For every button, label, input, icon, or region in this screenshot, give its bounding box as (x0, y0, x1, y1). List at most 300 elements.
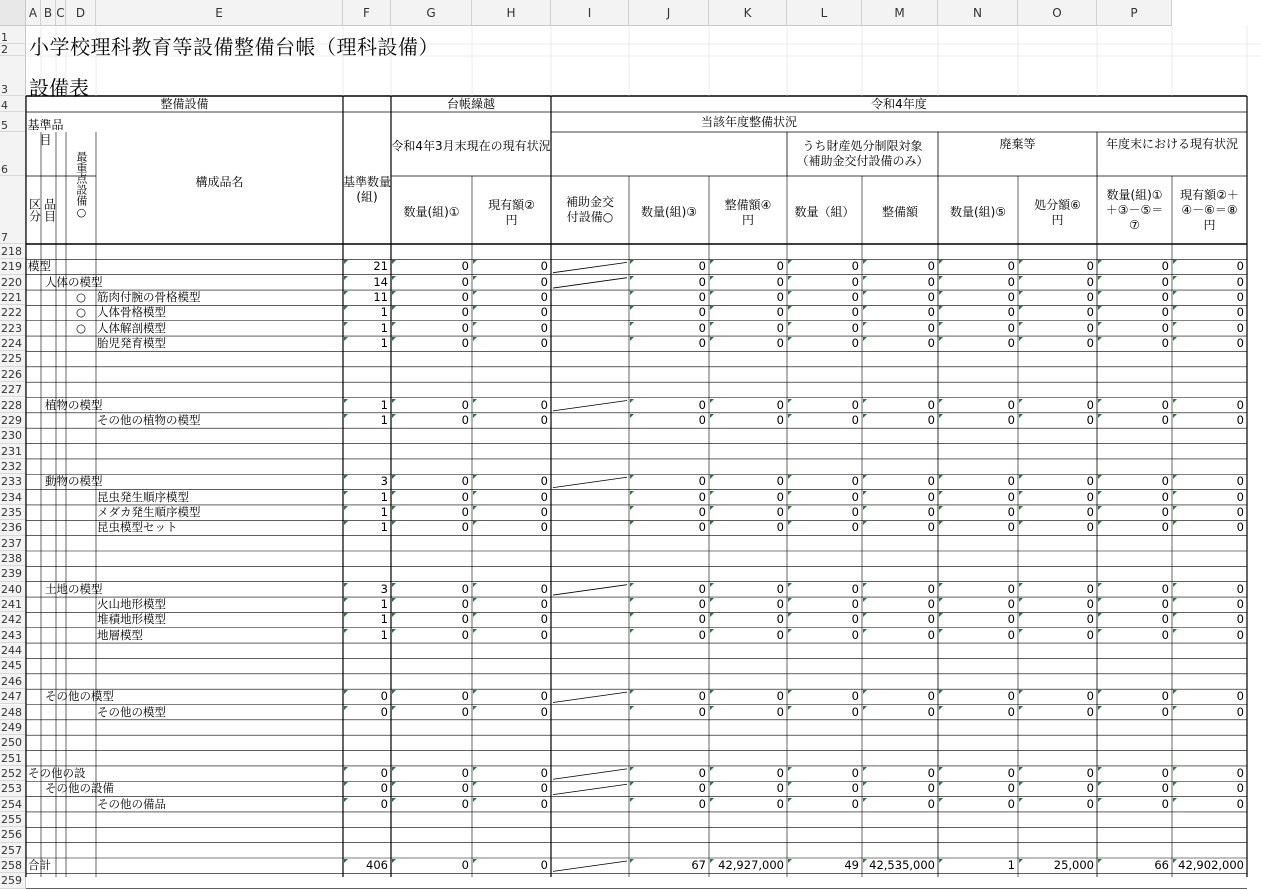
row-value[interactable]: 0 (461, 581, 469, 596)
row-value[interactable]: 0 (1236, 474, 1244, 489)
row-number[interactable]: 248 (0, 705, 26, 720)
row-number[interactable]: 244 (0, 643, 26, 658)
row-value[interactable]: 0 (698, 336, 706, 351)
row-value[interactable]: 0 (927, 274, 935, 289)
row-value[interactable]: 0 (461, 504, 469, 519)
row-value[interactable]: 0 (927, 796, 935, 811)
row-kijun-suryo[interactable]: 1 (380, 489, 388, 504)
row-number[interactable]: 231 (0, 444, 26, 459)
column-header-l[interactable]: L (787, 0, 862, 26)
row-value[interactable]: 0 (1161, 290, 1169, 305)
row-value[interactable]: 0 (1086, 489, 1094, 504)
row-number[interactable]: 223 (0, 321, 26, 336)
column-header-e[interactable]: E (96, 0, 343, 26)
row-hinmoku[interactable]: 動物の模型 (45, 474, 103, 489)
row-kijun-suryo[interactable]: 14 (373, 274, 388, 289)
row-hinmoku[interactable]: 人体の模型 (45, 274, 103, 289)
row-number[interactable]: 254 (0, 797, 26, 812)
row-value[interactable]: 0 (1161, 474, 1169, 489)
row-value[interactable]: 0 (851, 474, 859, 489)
row-value[interactable]: 0 (1161, 504, 1169, 519)
row-number[interactable]: 250 (0, 735, 26, 750)
row-kosei-hinmei[interactable]: 人体解剖模型 (97, 320, 166, 335)
row-hinmoku[interactable]: その他の模型 (45, 689, 114, 704)
row-value[interactable]: 0 (1236, 290, 1244, 305)
row-value[interactable]: 0 (540, 765, 548, 780)
row-hinmoku[interactable]: 土地の模型 (45, 581, 103, 596)
row-value[interactable]: 0 (1086, 781, 1094, 796)
row-value[interactable]: 0 (698, 689, 706, 704)
row-number[interactable]: 225 (0, 351, 26, 366)
row-value[interactable]: 0 (540, 489, 548, 504)
row-value[interactable]: 0 (851, 489, 859, 504)
row-value[interactable]: 0 (1236, 627, 1244, 642)
row-number[interactable]: 218 (0, 244, 26, 259)
row-value[interactable]: 0 (851, 612, 859, 627)
row-kosei-hinmei[interactable]: 昆虫模型セット (97, 520, 178, 535)
row-value[interactable]: 0 (776, 781, 784, 796)
row-value[interactable]: 0 (698, 597, 706, 612)
row-value[interactable]: 0 (776, 704, 784, 719)
row-number[interactable]: 4 (0, 96, 26, 112)
row-value[interactable]: 49 (844, 858, 859, 872)
row-value[interactable]: 0 (540, 520, 548, 535)
row-value[interactable]: 0 (698, 504, 706, 519)
row-value[interactable]: 0 (1007, 274, 1015, 289)
row-value[interactable]: 0 (461, 858, 469, 872)
row-value[interactable]: 0 (461, 627, 469, 642)
row-value[interactable]: 0 (1086, 320, 1094, 335)
row-value[interactable]: 0 (927, 397, 935, 412)
row-value[interactable]: 0 (776, 336, 784, 351)
row-value[interactable]: 0 (1236, 520, 1244, 535)
row-kijun-suryo[interactable]: 1 (380, 520, 388, 535)
row-value[interactable]: 0 (1161, 765, 1169, 780)
row-saijuten[interactable]: ○ (75, 290, 87, 305)
row-number[interactable]: 236 (0, 520, 26, 535)
row-value[interactable]: 0 (540, 597, 548, 612)
row-value[interactable]: 0 (1236, 765, 1244, 780)
row-number[interactable]: 2 (0, 44, 26, 56)
row-value[interactable]: 0 (851, 781, 859, 796)
row-value[interactable]: 0 (1161, 336, 1169, 351)
row-value[interactable]: 0 (698, 627, 706, 642)
column-header-i[interactable]: I (551, 0, 629, 26)
row-hinmoku[interactable]: 植物の模型 (45, 397, 103, 412)
row-value[interactable]: 0 (461, 689, 469, 704)
row-value[interactable]: 0 (1236, 504, 1244, 519)
row-value[interactable]: 0 (1007, 290, 1015, 305)
row-number[interactable]: 7 (0, 176, 26, 244)
row-number[interactable]: 251 (0, 751, 26, 766)
row-value[interactable]: 0 (1007, 474, 1015, 489)
row-value[interactable]: 0 (1161, 489, 1169, 504)
row-value[interactable]: 0 (540, 290, 548, 305)
row-value[interactable]: 0 (776, 474, 784, 489)
row-value[interactable]: 0 (776, 581, 784, 596)
row-value[interactable]: 0 (927, 781, 935, 796)
row-number[interactable]: 253 (0, 781, 26, 796)
row-kosei-hinmei[interactable]: その他の植物の模型 (97, 412, 201, 427)
row-value[interactable]: 0 (1161, 597, 1169, 612)
row-number[interactable]: 249 (0, 720, 26, 735)
row-value[interactable]: 42,927,000 (718, 858, 784, 872)
row-value[interactable]: 0 (851, 305, 859, 320)
row-value[interactable]: 0 (851, 796, 859, 811)
row-value[interactable]: 0 (851, 597, 859, 612)
row-value[interactable]: 0 (927, 305, 935, 320)
row-value[interactable]: 0 (1161, 274, 1169, 289)
row-value[interactable]: 0 (1007, 796, 1015, 811)
column-header-g[interactable]: G (391, 0, 472, 26)
row-value[interactable]: 0 (1236, 489, 1244, 504)
row-value[interactable]: 0 (461, 474, 469, 489)
row-number[interactable]: 259 (0, 873, 26, 888)
row-value[interactable]: 0 (776, 796, 784, 811)
row-value[interactable]: 0 (776, 397, 784, 412)
row-value[interactable]: 0 (1086, 412, 1094, 427)
row-value[interactable]: 0 (776, 520, 784, 535)
row-value[interactable]: 0 (1007, 597, 1015, 612)
row-value[interactable]: 0 (776, 612, 784, 627)
column-header-b[interactable]: B (41, 0, 56, 26)
row-value[interactable]: 0 (461, 489, 469, 504)
row-number[interactable]: 220 (0, 275, 26, 290)
row-value[interactable]: 0 (540, 397, 548, 412)
row-value[interactable]: 0 (698, 274, 706, 289)
row-kijun-suryo[interactable]: 11 (373, 290, 388, 305)
row-value[interactable]: 0 (776, 627, 784, 642)
row-value[interactable]: 0 (776, 765, 784, 780)
row-number[interactable]: 239 (0, 566, 26, 581)
row-value[interactable]: 0 (1007, 581, 1015, 596)
column-header-o[interactable]: O (1018, 0, 1097, 26)
row-value[interactable]: 0 (461, 336, 469, 351)
row-value[interactable]: 0 (1161, 259, 1169, 274)
row-value[interactable]: 0 (1236, 689, 1244, 704)
row-value[interactable]: 0 (1161, 320, 1169, 335)
row-kijun-suryo[interactable]: 1 (380, 412, 388, 427)
row-value[interactable]: 0 (1007, 336, 1015, 351)
row-number[interactable]: 228 (0, 398, 26, 413)
row-number[interactable]: 245 (0, 658, 26, 673)
row-kijun-suryo[interactable]: 0 (380, 689, 388, 704)
row-value[interactable]: 0 (1161, 581, 1169, 596)
row-kosei-hinmei[interactable]: その他の備品 (97, 796, 166, 811)
row-kijun-suryo[interactable]: 21 (373, 259, 388, 274)
row-value[interactable]: 42,535,000 (869, 858, 935, 872)
row-number[interactable]: 240 (0, 582, 26, 597)
row-kosei-hinmei[interactable]: 堆積地形模型 (97, 612, 166, 627)
row-number[interactable]: 222 (0, 305, 26, 320)
row-value[interactable]: 0 (1161, 627, 1169, 642)
row-value[interactable]: 0 (461, 259, 469, 274)
row-value[interactable]: 0 (776, 489, 784, 504)
row-value[interactable]: 0 (698, 765, 706, 780)
row-value[interactable]: 0 (698, 320, 706, 335)
row-value[interactable]: 0 (1086, 474, 1094, 489)
row-value[interactable]: 0 (851, 397, 859, 412)
row-kijun-suryo[interactable]: 0 (380, 781, 388, 796)
row-value[interactable]: 0 (540, 704, 548, 719)
row-value[interactable]: 0 (698, 397, 706, 412)
row-number[interactable]: 258 (0, 858, 26, 873)
row-value[interactable]: 0 (776, 597, 784, 612)
row-value[interactable]: 0 (1086, 504, 1094, 519)
row-value[interactable]: 0 (1161, 704, 1169, 719)
row-value[interactable]: 42,902,000 (1178, 858, 1244, 872)
row-value[interactable]: 0 (698, 612, 706, 627)
row-value[interactable]: 0 (1161, 796, 1169, 811)
row-kijun-suryo[interactable]: 406 (366, 858, 388, 872)
row-value[interactable]: 0 (927, 520, 935, 535)
row-value[interactable]: 0 (776, 689, 784, 704)
column-header-c[interactable]: C (56, 0, 66, 26)
row-number[interactable]: 256 (0, 827, 26, 842)
row-number[interactable]: 233 (0, 474, 26, 489)
row-value[interactable]: 0 (1086, 612, 1094, 627)
row-kosei-hinmei[interactable]: 胎児発育模型 (97, 336, 166, 351)
row-value[interactable]: 0 (851, 274, 859, 289)
row-value[interactable]: 0 (1086, 581, 1094, 596)
row-value[interactable]: 0 (698, 412, 706, 427)
row-value[interactable]: 0 (540, 274, 548, 289)
row-value[interactable]: 0 (1007, 689, 1015, 704)
row-value[interactable]: 0 (540, 412, 548, 427)
select-all-corner[interactable] (0, 0, 26, 26)
row-value[interactable]: 0 (540, 612, 548, 627)
row-number[interactable]: 221 (0, 290, 26, 305)
row-value[interactable]: 0 (698, 489, 706, 504)
row-value[interactable]: 0 (698, 520, 706, 535)
row-value[interactable]: 0 (927, 581, 935, 596)
row-value[interactable]: 0 (927, 290, 935, 305)
row-value[interactable]: 0 (851, 704, 859, 719)
row-value[interactable]: 0 (927, 489, 935, 504)
row-value[interactable]: 0 (1086, 259, 1094, 274)
row-value[interactable]: 0 (540, 689, 548, 704)
row-hinmoku[interactable]: その他の設備 (45, 781, 114, 796)
row-value[interactable]: 0 (1007, 612, 1015, 627)
row-kosei-hinmei[interactable]: 昆虫発生順序模型 (97, 489, 189, 504)
column-header-f[interactable]: F (343, 0, 391, 26)
row-value[interactable]: 0 (1007, 489, 1015, 504)
row-value[interactable]: 0 (1086, 305, 1094, 320)
row-value[interactable]: 0 (698, 704, 706, 719)
row-value[interactable]: 0 (461, 781, 469, 796)
row-value[interactable]: 0 (776, 274, 784, 289)
row-value[interactable]: 0 (851, 520, 859, 535)
row-value[interactable]: 0 (1086, 520, 1094, 535)
row-value[interactable]: 0 (1086, 627, 1094, 642)
row-kosei-hinmei[interactable]: 人体骨格模型 (97, 305, 166, 320)
row-value[interactable]: 0 (698, 474, 706, 489)
column-header-h[interactable]: H (472, 0, 551, 26)
row-kosei-hinmei[interactable]: メダカ発生順序模型 (97, 504, 201, 519)
row-kijun-suryo[interactable]: 1 (380, 305, 388, 320)
row-value[interactable]: 0 (540, 259, 548, 274)
row-kijun-suryo[interactable]: 1 (380, 504, 388, 519)
row-number[interactable]: 238 (0, 551, 26, 566)
row-value[interactable]: 0 (851, 336, 859, 351)
row-number[interactable]: 226 (0, 367, 26, 382)
column-header-a[interactable]: A (26, 0, 41, 26)
row-value[interactable]: 0 (1007, 781, 1015, 796)
row-value[interactable]: 0 (1007, 765, 1015, 780)
row-value[interactable]: 66 (1154, 858, 1169, 872)
row-value[interactable]: 0 (1236, 581, 1244, 596)
column-header-j[interactable]: J (629, 0, 709, 26)
row-kijun-suryo[interactable]: 0 (380, 765, 388, 780)
row-value[interactable]: 0 (1236, 305, 1244, 320)
row-kosei-hinmei[interactable]: その他の模型 (97, 704, 166, 719)
row-number[interactable]: 224 (0, 336, 26, 351)
row-value[interactable]: 0 (461, 305, 469, 320)
row-value[interactable]: 0 (698, 290, 706, 305)
row-number[interactable]: 1 (0, 26, 26, 44)
column-header-p[interactable]: P (1097, 0, 1172, 26)
row-number[interactable]: 242 (0, 612, 26, 627)
column-header-d[interactable]: D (66, 0, 96, 26)
row-value[interactable]: 0 (851, 765, 859, 780)
row-kijun-suryo[interactable]: 1 (380, 397, 388, 412)
row-number[interactable]: 235 (0, 505, 26, 520)
row-value[interactable]: 0 (927, 474, 935, 489)
row-value[interactable]: 0 (1007, 627, 1015, 642)
row-kijun-suryo[interactable]: 3 (380, 581, 388, 596)
row-value[interactable]: 0 (927, 627, 935, 642)
row-value[interactable]: 0 (540, 796, 548, 811)
row-value[interactable]: 0 (1236, 274, 1244, 289)
row-value[interactable]: 0 (851, 581, 859, 596)
row-value[interactable]: 0 (927, 259, 935, 274)
row-value[interactable]: 0 (927, 765, 935, 780)
row-value[interactable]: 0 (1007, 259, 1015, 274)
row-value[interactable]: 0 (776, 504, 784, 519)
row-value[interactable]: 0 (461, 765, 469, 780)
row-value[interactable]: 0 (540, 581, 548, 596)
row-kijun-suryo[interactable]: 1 (380, 320, 388, 335)
row-kubun[interactable]: その他の設 (28, 765, 86, 780)
row-saijuten[interactable]: ○ (75, 320, 87, 335)
row-value[interactable]: 0 (851, 412, 859, 427)
row-number[interactable]: 219 (0, 259, 26, 274)
row-saijuten[interactable]: ○ (75, 305, 87, 320)
row-value[interactable]: 0 (776, 320, 784, 335)
row-number[interactable]: 5 (0, 112, 26, 132)
row-value[interactable]: 0 (1086, 397, 1094, 412)
row-value[interactable]: 0 (1236, 412, 1244, 427)
row-value[interactable]: 0 (461, 397, 469, 412)
row-value[interactable]: 0 (461, 520, 469, 535)
row-value[interactable]: 0 (1161, 612, 1169, 627)
row-value[interactable]: 0 (1161, 520, 1169, 535)
row-value[interactable]: 0 (1086, 689, 1094, 704)
row-value[interactable]: 0 (540, 504, 548, 519)
row-kosei-hinmei[interactable]: 地層模型 (97, 627, 143, 642)
row-value[interactable]: 0 (851, 504, 859, 519)
row-value[interactable]: 0 (461, 274, 469, 289)
row-value[interactable]: 0 (1236, 336, 1244, 351)
row-value[interactable]: 0 (776, 290, 784, 305)
column-header-k[interactable]: K (709, 0, 787, 26)
row-value[interactable]: 0 (927, 689, 935, 704)
row-value[interactable]: 0 (1236, 397, 1244, 412)
row-value[interactable]: 0 (698, 796, 706, 811)
row-kijun-suryo[interactable]: 1 (380, 612, 388, 627)
row-number[interactable]: 234 (0, 490, 26, 505)
row-number[interactable]: 257 (0, 843, 26, 858)
row-value[interactable]: 0 (540, 320, 548, 335)
row-value[interactable]: 0 (1007, 412, 1015, 427)
row-value[interactable]: 0 (776, 412, 784, 427)
row-value[interactable]: 0 (1086, 274, 1094, 289)
row-value[interactable]: 0 (1236, 320, 1244, 335)
row-number[interactable]: 230 (0, 428, 26, 443)
row-value[interactable]: 0 (1161, 689, 1169, 704)
row-value[interactable]: 0 (540, 336, 548, 351)
row-value[interactable]: 25,000 (1053, 858, 1094, 872)
row-value[interactable]: 0 (851, 290, 859, 305)
row-value[interactable]: 0 (1007, 320, 1015, 335)
row-value[interactable]: 0 (1007, 397, 1015, 412)
row-value[interactable]: 0 (927, 704, 935, 719)
row-value[interactable]: 0 (1236, 704, 1244, 719)
row-value[interactable]: 0 (698, 259, 706, 274)
row-value[interactable]: 0 (698, 305, 706, 320)
row-value[interactable]: 0 (1007, 520, 1015, 535)
row-value[interactable]: 0 (851, 259, 859, 274)
row-value[interactable]: 0 (927, 336, 935, 351)
row-value[interactable]: 0 (851, 689, 859, 704)
row-value[interactable]: 0 (851, 627, 859, 642)
column-header-n[interactable]: N (938, 0, 1018, 26)
row-value[interactable]: 0 (540, 474, 548, 489)
row-value[interactable]: 0 (461, 612, 469, 627)
row-number[interactable]: 252 (0, 766, 26, 781)
row-kubun[interactable]: 合計 (28, 858, 51, 872)
row-value[interactable]: 0 (1007, 704, 1015, 719)
row-value[interactable]: 0 (776, 305, 784, 320)
row-number[interactable]: 237 (0, 536, 26, 551)
row-kijun-suryo[interactable]: 1 (380, 597, 388, 612)
row-kijun-suryo[interactable]: 0 (380, 796, 388, 811)
row-value[interactable]: 0 (1236, 612, 1244, 627)
row-kijun-suryo[interactable]: 3 (380, 474, 388, 489)
row-value[interactable]: 0 (851, 320, 859, 335)
row-kijun-suryo[interactable]: 0 (380, 704, 388, 719)
row-number[interactable]: 246 (0, 674, 26, 689)
row-value[interactable]: 0 (540, 305, 548, 320)
row-value[interactable]: 0 (1236, 796, 1244, 811)
row-value[interactable]: 0 (1236, 597, 1244, 612)
row-value[interactable]: 0 (1161, 412, 1169, 427)
row-value[interactable]: 0 (927, 412, 935, 427)
row-value[interactable]: 0 (927, 597, 935, 612)
row-value[interactable]: 0 (1007, 504, 1015, 519)
row-value[interactable]: 0 (1086, 796, 1094, 811)
row-value[interactable]: 0 (1236, 259, 1244, 274)
row-number[interactable]: 243 (0, 628, 26, 643)
row-value[interactable]: 0 (1161, 781, 1169, 796)
row-number[interactable]: 247 (0, 689, 26, 704)
row-kijun-suryo[interactable]: 1 (380, 627, 388, 642)
row-value[interactable]: 0 (540, 781, 548, 796)
row-value[interactable]: 0 (1086, 597, 1094, 612)
row-value[interactable]: 0 (540, 627, 548, 642)
row-value[interactable]: 1 (1007, 858, 1015, 872)
row-value[interactable]: 0 (1086, 290, 1094, 305)
